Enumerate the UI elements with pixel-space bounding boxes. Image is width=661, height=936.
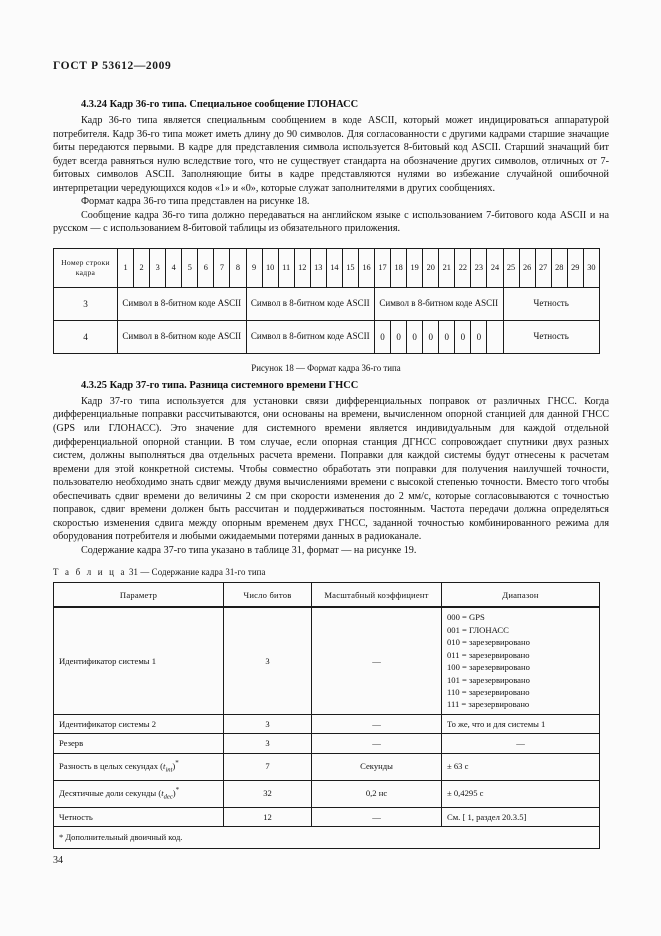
figure-18-bit-cell: 0 [455,320,471,353]
table-31-cell-range: См. [ 1, раздел 20.3.5] [442,807,600,826]
figure-18-bit-number: 23 [471,248,487,287]
figure-18-header-row [54,248,600,287]
table-31-cell-scale: — [312,714,442,733]
table-31-cell-parameter: Четность [54,807,224,826]
table-31-cell-bits: 3 [224,607,312,714]
table-31-body [54,607,600,848]
figure-18-bit-number: 29 [567,248,583,287]
table-31-footnote-row [54,826,600,848]
table-31-cell-parameter: Разность в целых секундах $(t_{int})^*$ [54,753,224,780]
table-31-cell-range: ± 0,4295 с [442,780,600,807]
figure-18-row-number: 3 [54,287,118,320]
table-31-cell-parameter: Идентификатор системы 1 [54,607,224,714]
figure-18-bit-number: 8 [230,248,246,287]
figure-18-field-cell: Символ в 8-битном коде ASCII [246,287,375,320]
table-31-col-range: Диапазон [442,583,600,608]
table-31-cell-range: — [442,734,600,753]
table-31-cell-range: 000 = GPS 001 = ГЛОНАСС 010 = зарезервировано 011 = зарезервировано 100 = зарезервировано 101 = зарезервировано 110 = зарезервировано 111 = зарезервировано [442,607,600,714]
table-31-col-bits: Число битов [224,583,312,608]
figure-18-bit-number: 9 [246,248,262,287]
figure-18-bit-number: 25 [503,248,519,287]
figure-18-bit-number: 14 [326,248,342,287]
table-31-cell-scale: — [312,807,442,826]
table-31-col-parameter: Параметр [54,583,224,608]
figure-18-bit-number: 3 [150,248,166,287]
table-31-row [54,807,600,826]
table-31-row [54,780,600,807]
table-31-cell-scale: — [312,607,442,714]
figure-18-bit-cell: 0 [391,320,407,353]
figure-18-bit-number: 30 [583,248,599,287]
figure-18-bit-number: 10 [262,248,278,287]
figure-18-bit-number: 6 [198,248,214,287]
figure-18-field-cell: Символ в 8-битном коде ASCII [375,287,504,320]
figure-18-table [53,248,600,354]
clause-4-3-24-paragraph-2: Формат кадра 36-го типа представлен на рисунке 18. [81,196,310,208]
table-31-cell-scale: 0,2 нс [312,780,442,807]
clause-4-3-25-heading: 4.3.25 Кадр 37-го типа. Разница системного времени ГНСС [81,379,359,391]
table-31-cell-scale: Секунды [312,753,442,780]
figure-18-row-number: 4 [54,320,118,353]
page-number: 34 [53,855,63,866]
table-31-footnote: * Дополнительный двоичный код. [54,826,600,848]
figure-18-bit-number: 15 [342,248,358,287]
table-31 [53,582,600,848]
figure-18-field-cell: Четность [503,320,599,353]
table-31-cell-parameter: Идентификатор системы 2 [54,714,224,733]
table-31-row [54,607,600,714]
figure-18-bit-number: 12 [294,248,310,287]
figure-18-bit-number: 4 [166,248,182,287]
clause-4-3-25-paragraph-2: Содержание кадра 37-го типа указано в таблице 31, формат — на рисунке 19. [81,544,417,556]
clause-4-3-24-paragraph-1: Кадр 36-го типа является специальным сообщением в коде ASCII, который может индицироваться аппаратурой потребителя. Кадр 36-го типа может иметь длину до 90 символов. Для согласованности с другими кадрами старшие значащие биты передаются первыми. В кадре для представления символа используется 8-битовый код ASCII. Старший значащий бит будет всегда равняться нулю вследствие того, что не существует стандарта на обозначение других символов, отличных от 7-битовых символов ASCII. Заполняющие биты в кадре представляются нулями во избежание случайной ошибочной интерпретации чередующихся кодов «1» и «0», которые служат заполнителями в других сообщениях. [53,115,609,194]
table-31-cell-parameter: Резерв [54,734,224,753]
table-31-cell-bits: 3 [224,734,312,753]
figure-18-bit-number: 21 [439,248,455,287]
figure-18-field-cell: Символ в 8-битном коде ASCII [118,320,247,353]
figure-18-bit-cell: 0 [407,320,423,353]
table-31-cell-range: ± 63 с [442,753,600,780]
table-31-cell-bits: 3 [224,714,312,733]
figure-18-bit-number: 17 [375,248,391,287]
table-31-caption [53,567,609,577]
figure-18-wrapper [53,248,599,373]
figure-18-bit-number: 24 [487,248,503,287]
figure-18-bit-number: 28 [551,248,567,287]
table-31-row [54,734,600,753]
clause-4-3-24-heading: 4.3.24 Кадр 36-го типа. Специальное сообщение ГЛОНАСС [81,99,359,110]
table-31-row [54,714,600,733]
figure-18-bit-number: 27 [535,248,551,287]
figure-18-row-header-label: Номер строки кадра [54,248,118,287]
clause-4-3-25-paragraph-1: Кадр 37-го типа используется для установки связи дифференциальных поправок от различных ГНСС. Когда дифференциальные поправки рассчитываются, они основаны на времени, вычисленном опорной станцией для данной ГНСС (GPS или ГЛОНАСС). Это значение для системного времени является индивидуальным для каждой отдельной дифференциальной опорной станции. В том случае, если опорная станция ДГНСС сопровождает спутники двух разных систем, должны выполняться два отдельных расчета времени. Поправки для каждой системы будут отнесены к расчетам времени для этой конкретной системы. Чтобы совместно обработать эти поправки для получения наилучшей точности, пользователю необходимо знать сдвиг между двумя вычислениями времени с высокой степенью точности. Вместо того чтобы обеспечивать сдвиг времени до величины 2 см при скорости изменения до 2 мм/с, которые согласовываются с точностью поправок, сдвиг времени должен быть рассчитан и поддерживаться постоянным. Частота передачи должна определяться скоростью изменения сдвига между опорным временем двух ГНСС, заданной точностью комбинированного режима для оборудования потребителя и любыми ожидаемыми потерями данных в радиоканале. [53,395,609,543]
figure-18-bit-number: 18 [391,248,407,287]
table-31-head [54,583,600,608]
figure-18-bit-number: 20 [423,248,439,287]
figure-18-bit-number: 13 [310,248,326,287]
table-31-cell-bits: 7 [224,753,312,780]
table-31-row [54,753,600,780]
figure-18-caption: Рисунок 18 — Формат кадра 36-го типа [251,362,401,373]
figure-18-bit-cell [487,320,503,353]
figure-18-data-row [54,287,600,320]
standard-number-header: ГОСТ Р 53612—2009 [53,60,172,72]
figure-18-bit-number: 22 [455,248,471,287]
table-31-caption-prefix: Т а б л и ц а [53,567,127,578]
table-31-cell-bits: 12 [224,807,312,826]
clause-4-3-24-paragraph-3: Сообщение кадра 36-го типа должно передаваться на английском языке с использованием 7-битового кода ASCII и на русском — с использованием 8-битовой таблицы из обязательного приложения. [53,209,609,235]
figure-18-bit-number: 7 [214,248,230,287]
table-31-header-row [54,583,600,608]
figure-18-bit-number: 19 [407,248,423,287]
figure-18-bit-number: 1 [118,248,134,287]
figure-18-bit-number: 2 [134,248,150,287]
figure-18-field-cell: Четность [503,287,599,320]
table-31-cell-parameter: Десятичные доли секунды $(t_{dec})^*$ [54,780,224,807]
figure-18-bit-cell: 0 [439,320,455,353]
figure-18-data-row [54,320,600,353]
figure-18-bit-number: 26 [519,248,535,287]
table-31-cell-bits: 32 [224,780,312,807]
figure-18-field-cell: Символ в 8-битном коде ASCII [246,320,375,353]
figure-18-bit-number: 16 [358,248,374,287]
figure-18-bit-number: 5 [182,248,198,287]
figure-18-bit-cell: 0 [423,320,439,353]
table-31-caption-number: 31 [128,567,139,578]
table-31-col-scale: Масштабный коэффициент [312,583,442,608]
page-content [53,98,609,849]
figure-18-field-cell: Символ в 8-битном коде ASCII [118,287,247,320]
figure-18-bit-cell: 0 [471,320,487,353]
table-31-cell-scale: — [312,734,442,753]
table-31-cell-range: То же, что и для системы 1 [442,714,600,733]
table-31-caption-rest: — Содержание кадра 31-го типа [140,567,266,578]
figure-18-bit-cell: 0 [375,320,391,353]
figure-18-bit-number: 11 [278,248,294,287]
